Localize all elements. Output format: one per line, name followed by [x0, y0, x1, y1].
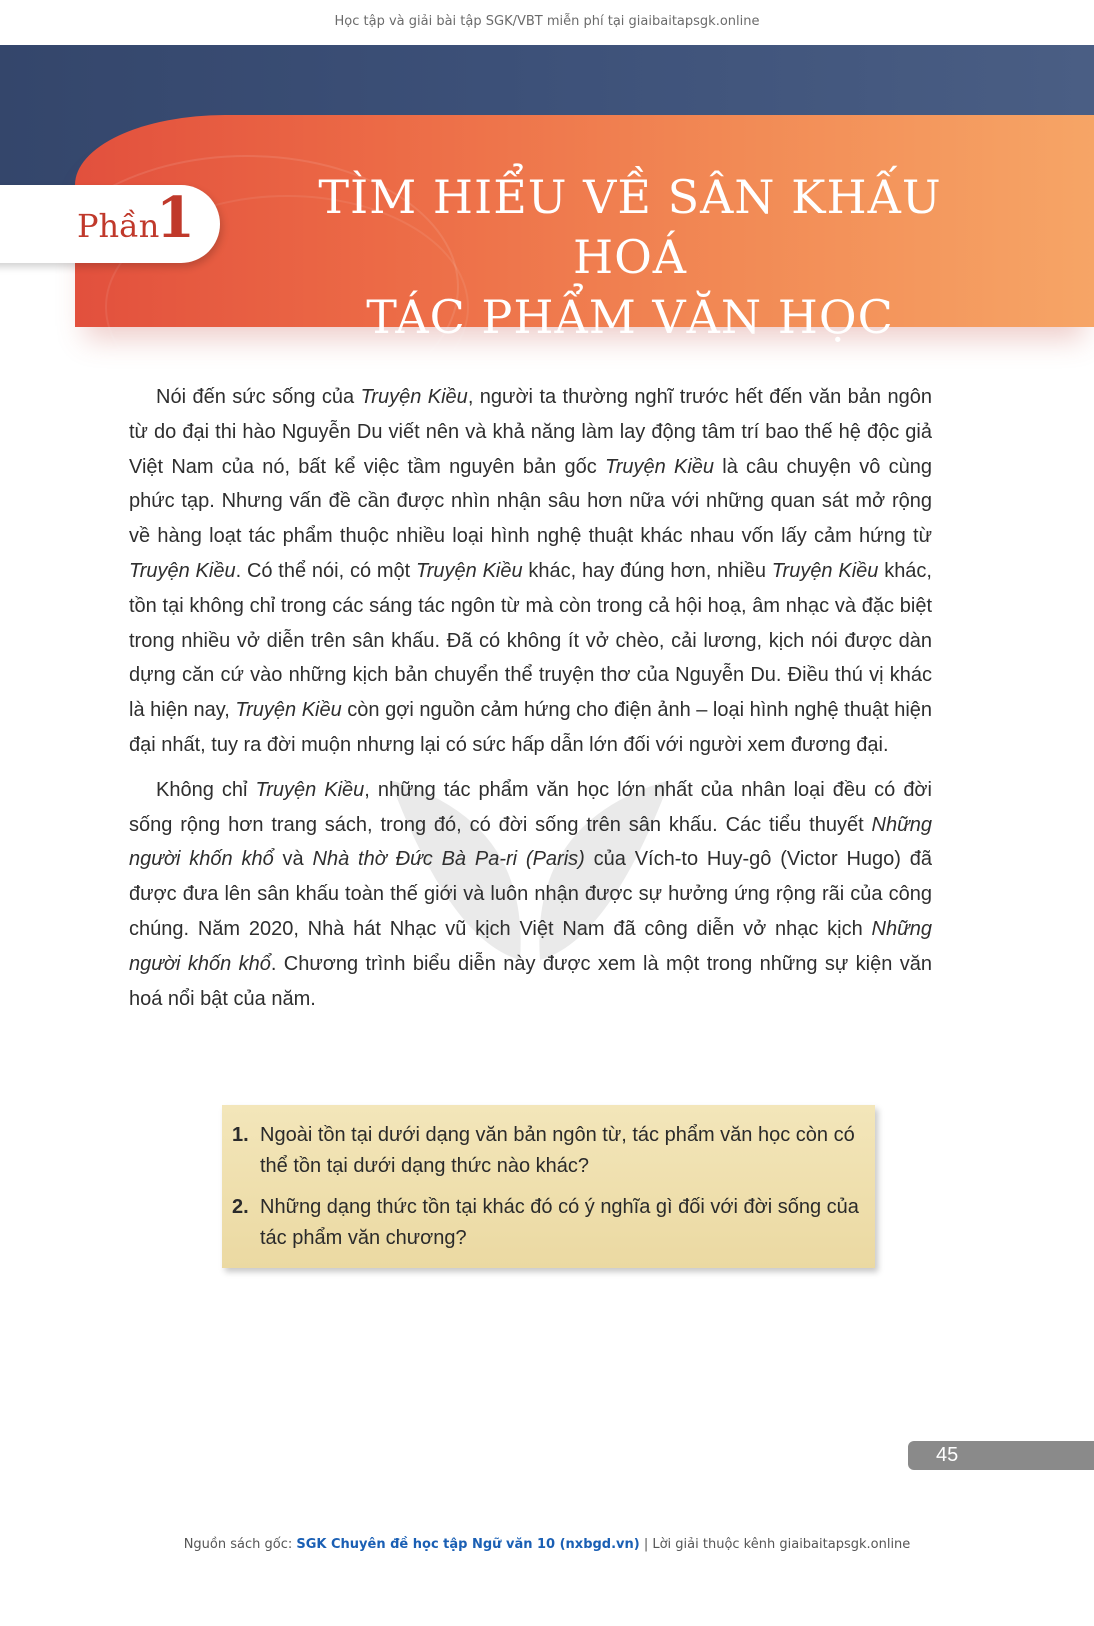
italic-title: Truyện Kiều — [235, 699, 342, 722]
text-run: khác, hay đúng hơn, nhiều — [522, 559, 772, 582]
text-run: . Chương trình biểu diễn này được xem là một trong những sự kiện văn hoá nổi bật của năm. — [129, 952, 932, 1010]
footer-source-link[interactable]: SGK Chuyên đề học tập Ngữ văn 10 (nxbgd.vn) — [296, 1537, 640, 1552]
text-run: , những tác phẩm văn học lớn nhất của nhân loại đều có đời sống rộng hơn trang sách, trong đó, có đời sống trên sân khấu. Các tiểu thuyết — [129, 778, 932, 836]
italic-title: Những người khốn khổ — [129, 813, 932, 871]
italic-title: Truyện Kiều — [416, 559, 523, 582]
page-number: 45 — [936, 1444, 959, 1466]
question-box — [222, 1105, 875, 1268]
body-text — [129, 380, 932, 1026]
italic-title: Truyện Kiều — [255, 778, 365, 801]
text-run: khác, tồn tại không chỉ trong các sáng tác ngôn từ mà còn trong cả hội hoạ, âm nhạc và đặc biệt trong nhiều vở diễn trên sân khấu. Đã có không ít vở chèo, cải lương, kịch nói được dàn dựng căn cứ vào những kịch bản chuyển thể truyện thơ của Nguyễn Du. Điều thú vị khác là hiện nay, — [129, 559, 932, 722]
italic-title: Nhà thờ Đức Bà Pa-ri (Paris) — [312, 848, 585, 871]
italic-title: Truyện Kiều — [360, 386, 468, 408]
footer-note — [0, 1537, 1094, 1552]
italic-title: Truyện Kiều — [129, 559, 236, 582]
part-number: 1 — [156, 185, 195, 251]
text-run: của Vích-to Huy-gô (Victor Hugo) đã được đưa lên sân khấu toàn thế giới và luôn nhận được sự hưởng ứng rộng rãi của công chúng. Năm 2020, Nhà hát Nhạc vũ kịch Việt Nam đã công diễn vở nhạc kịch — [129, 848, 932, 940]
section-title — [270, 167, 990, 347]
section-title-line2: TÁC PHẨM VĂN HỌC — [366, 290, 894, 344]
question-item — [232, 1120, 862, 1182]
question-number: 2. — [232, 1196, 249, 1218]
text-run: và — [273, 848, 313, 871]
italic-title: Truyện Kiều — [771, 559, 879, 582]
footer-prefix: Nguồn sách gốc: — [183, 1537, 297, 1552]
text-run: . Có thể nói, có một — [235, 559, 417, 582]
text-run: còn gợi nguồn cảm hứng cho điện ảnh – loại hình nghệ thuật hiện đại nhất, tuy ra đời muộn nhưng lại có sức hấp dẫn lớn đối với người xem đương đại. — [129, 699, 933, 756]
question-text: Ngoài tồn tại dưới dạng văn bản ngôn từ, tác phẩm văn học còn có thể tồn tại dưới dạng thức nào khác? — [260, 1124, 855, 1177]
text-run: Nói đến sức sống của — [156, 386, 361, 408]
italic-title: Truyện Kiều — [605, 455, 715, 478]
header-note: Học tập và giải bài tập SGK/VBT miễn phí tại giaibaitapsgk.online — [334, 14, 760, 29]
paragraph-2 — [129, 773, 932, 1017]
text-run: là câu chuyện vô cùng phức tạp. Nhưng vấn đề cần được nhìn nhận sâu hơn nữa với những quan sát mở rộng về hàng loạt tác phẩm thuộc nhiều loại hình nghệ thuật khác nhau vốn lấy cảm hứng từ — [129, 455, 932, 548]
text-run: Không chỉ — [156, 778, 256, 801]
part-label: Phần — [77, 207, 160, 245]
page-number-tab — [908, 1441, 1094, 1470]
section-title-line1: TÌM HIỂU VỀ SÂN KHẤU HOÁ — [318, 170, 942, 284]
section-banner — [0, 45, 1094, 365]
question-text: Những dạng thức tồn tại khác đó có ý nghĩa gì đối với đời sống của tác phẩm văn chương? — [260, 1196, 859, 1249]
footer-suffix: | Lời giải thuộc kênh giaibaitapsgk.online — [639, 1537, 911, 1552]
italic-title: Những người khốn khổ — [129, 917, 932, 975]
text-run: , người ta thường nghĩ trước hết đến văn bản ngôn từ do đại thi hào Nguyễn Du viết nên và khả năng làm lay động tâm trí bao thế hệ độc giả Việt Nam của nó, bất kể việc tầm nguyên bản gốc — [129, 386, 932, 478]
question-item — [232, 1192, 862, 1254]
question-number: 1. — [232, 1124, 249, 1146]
paragraph-1 — [129, 380, 932, 763]
